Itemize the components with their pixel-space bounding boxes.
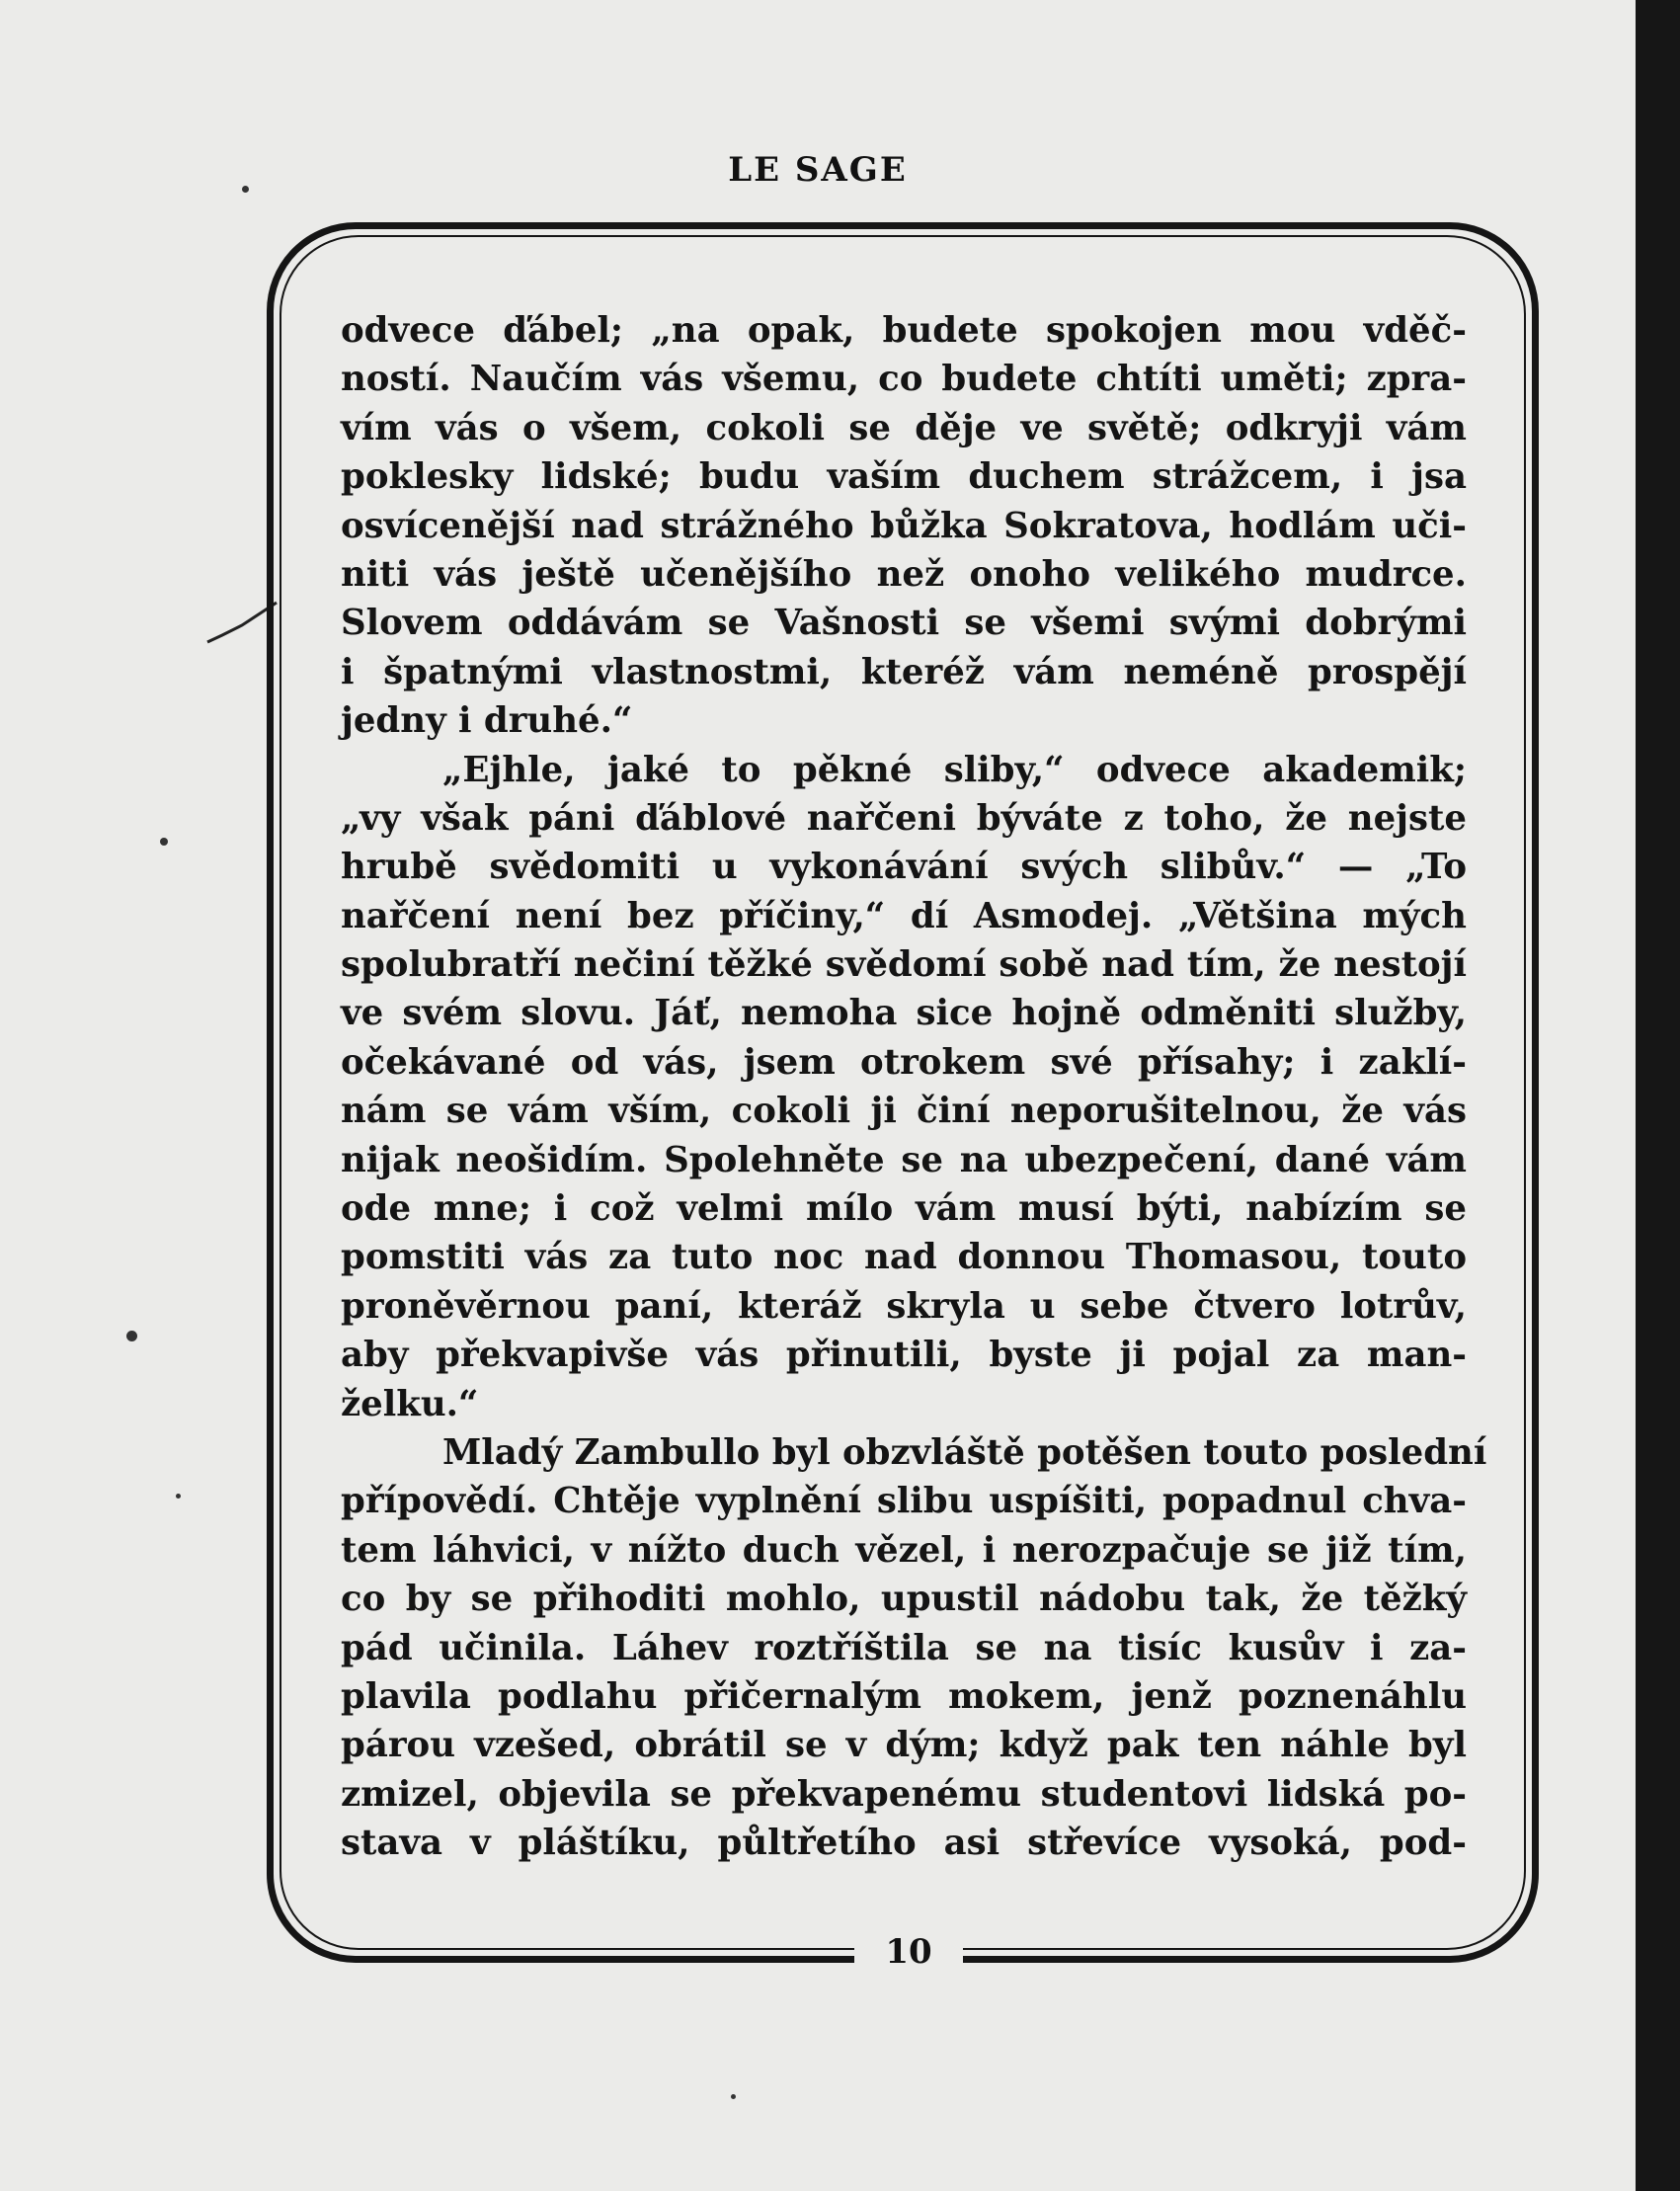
text-line: stava v pláštíku, půltřetího asi střevíce vysoká, pod-	[341, 1823, 1467, 1864]
ink-speck	[731, 2094, 736, 2099]
text-line: párou vzešed, obrátil se v dým; když pak ten náhle byl	[341, 1725, 1467, 1766]
text-line: nařčení není bez příčiny,“ dí Asmodej. „Většina mých	[341, 895, 1467, 936]
text-line: očekávané od vás, jsem otrokem své přísahy; i zaklí-	[341, 1041, 1467, 1083]
text-line: Slovem oddávám se Vašnosti se všemi svými dobrými	[341, 603, 1467, 644]
text-line: tem láhvici, v nížto duch vězel, i nerozpačuje se již tím,	[341, 1529, 1467, 1571]
text-line: jedny i druhé.“	[341, 700, 633, 742]
text-line: aby překvapivše vás přinutili, byste ji pojal za man-	[341, 1335, 1467, 1376]
text-line: poklesky lidské; budu vaším duchem strážcem, i jsa	[341, 456, 1467, 498]
text-line: i špatnými vlastnostmi, kteréž vám neméně prospějí	[341, 651, 1467, 692]
text-line: přípovědí. Chtěje vyplnění slibu uspíšiti, popadnul chva-	[341, 1481, 1467, 1522]
text-line: zmizel, objevila se překvapenému studentovi lidská po-	[341, 1773, 1467, 1815]
text-line: co by se přihoditi mohlo, upustil nádobu tak, že těžký	[341, 1579, 1467, 1620]
text-line: Mladý Zambullo byl obzvláště potěšen touto poslední	[442, 1431, 1487, 1473]
page-number: 10	[885, 1932, 932, 1972]
ink-speck	[176, 1494, 181, 1499]
text-line: nijak neošidím. Spolehněte se na ubezpečení, dané vám	[341, 1139, 1467, 1180]
text-line: ností. Naučím vás všemu, co budete chtíti uměti; zpra-	[341, 359, 1467, 400]
body-text	[341, 306, 1487, 1868]
text-line: vím vás o všem, cokoli se děje ve světě; odkryji vám	[341, 407, 1467, 448]
text-line: „Ejhle, jaké to pěkné sliby,“ odvece akademik;	[442, 749, 1467, 790]
text-line: odvece ďábel; „na opak, budete spokojen mou vděč-	[341, 310, 1467, 351]
text-line: hrubě svědomiti u vykonávání svých slibův.“ — „To	[341, 847, 1467, 888]
text-line: nám se vám vším, cokoli ji činí neporušitelnou, že vás	[341, 1091, 1467, 1132]
ink-speck	[126, 1331, 137, 1341]
text-line: niti vás ještě učenějšího než onoho velikého mudrce.	[341, 553, 1467, 595]
text-line: pomstiti vás za tuto noc nad donnou Thomasou, touto	[341, 1237, 1467, 1278]
text-line: „vy však páni ďáblové nařčeni býváte z toho, že nejste	[341, 797, 1467, 839]
text-line: proněvěrnou paní, kteráž skryla u sebe čtvero lotrův,	[341, 1285, 1467, 1327]
ink-speck	[160, 838, 168, 846]
text-line: pád učinila. Láhev roztříštila se na tisíc kusův i za-	[341, 1627, 1467, 1668]
text-line: ode mne; i což velmi mílo vám musí býti, nabízím se	[341, 1188, 1467, 1230]
scan-edge	[1636, 0, 1680, 2191]
text-line: želku.“	[341, 1383, 479, 1424]
text-line: osvícenější nad strážného bůžka Sokratova, hodlám uči-	[341, 505, 1467, 546]
text-line: spolubratří nečiní těžké svědomí sobě nad tím, že nestojí	[341, 944, 1467, 986]
text-line: plavila podlahu přičernalým mokem, jenž poznenáhlu	[341, 1675, 1467, 1717]
running-title: LE SAGE	[728, 150, 908, 190]
text-line: ve svém slovu. Jáť, nemoha sice hojně odměniti služby,	[341, 993, 1467, 1034]
